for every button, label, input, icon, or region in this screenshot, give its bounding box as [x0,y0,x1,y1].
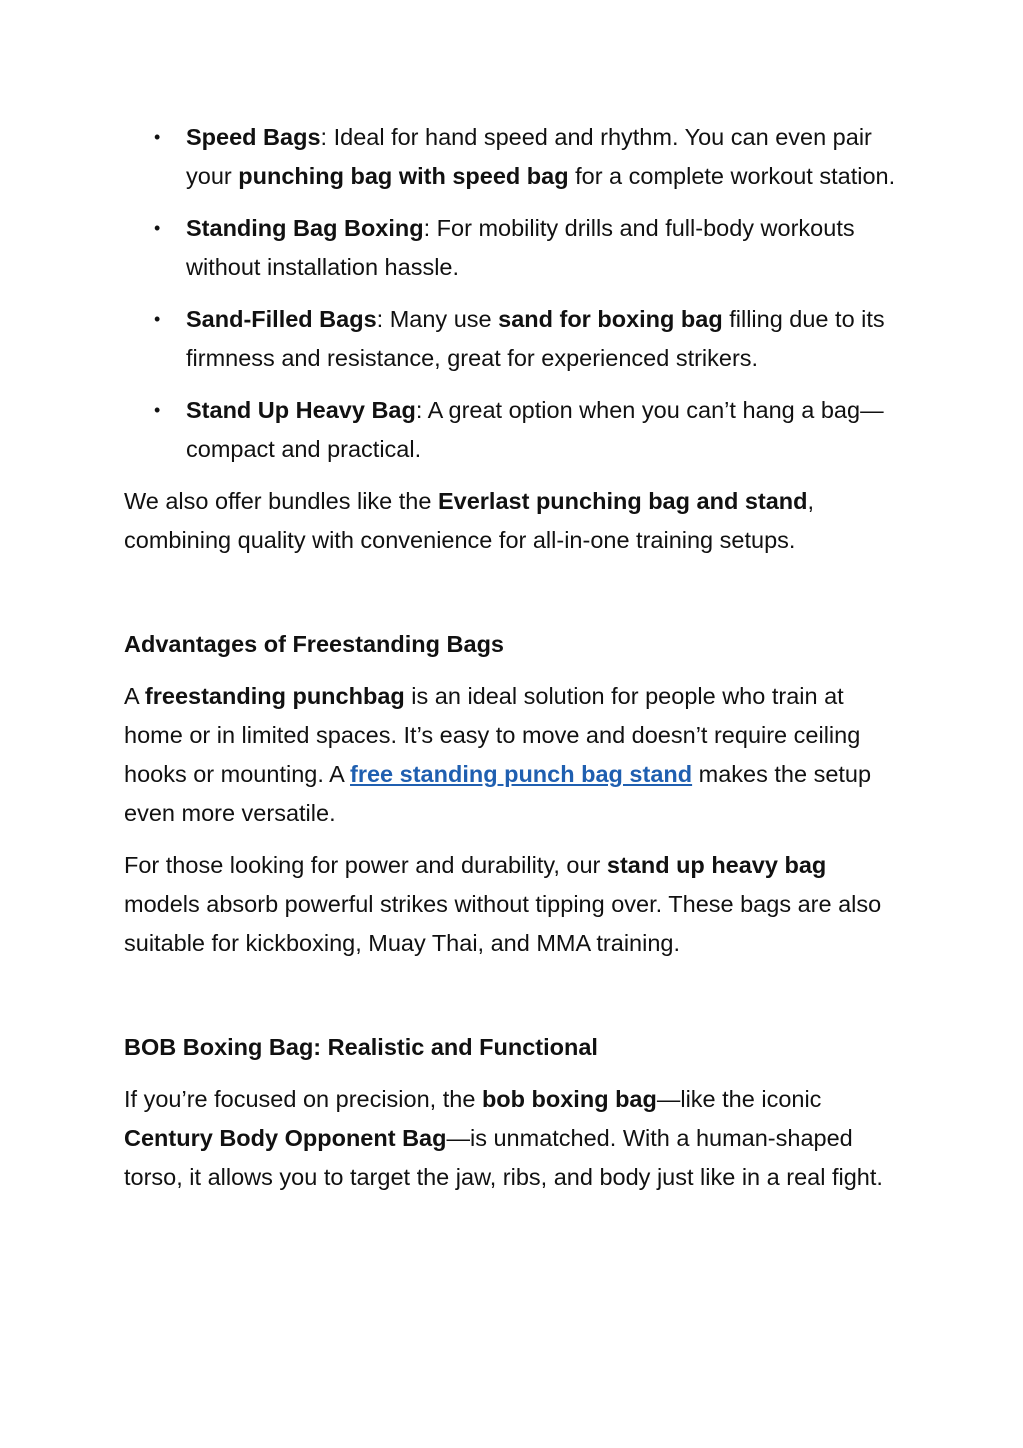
paragraph-bold-phrase: bob boxing bag [481,1086,657,1112]
paragraph-text: —is unmatched. With a human-shaped torso, it allows you to target the jaw, ribs, and body just like in a real fight. [124,1125,883,1190]
advantages-paragraph-2 [124,846,904,963]
list-item-bold-phrase: punching bag with speed bag [238,163,569,189]
list-item-term: Stand Up Heavy Bag [186,397,416,423]
list-item-text: : For mobility drills and full-body workouts without installation hassle. [186,215,855,280]
list-item-text: : Ideal for hand speed and rhythm. You can even pair your [186,124,872,189]
free-standing-punch-bag-stand-link[interactable]: free standing punch bag stand [350,761,693,787]
section-heading-bob: BOB Boxing Bag: Realistic and Functional [124,1034,598,1060]
list-item-sand-filled-bags [124,300,904,378]
list-item-text: filling due to its firmness and resistance, great for experienced strikers. [186,306,885,371]
bundle-paragraph [124,482,904,560]
list-item-standing-bag-boxing [124,209,904,287]
paragraph-text: —like the iconic [656,1086,822,1112]
bob-paragraph [124,1080,904,1197]
list-item-text: for a complete workout station. [568,163,896,189]
paragraph-bold-phrase: Century Body Opponent Bag [124,1125,447,1151]
bullet-icon: • [154,309,161,329]
bullet-icon: • [154,400,161,420]
paragraph-text: models absorb powerful strikes without tipping over. These bags are also suitable for kickboxing, Muay Thai, and MMA training. [124,891,882,956]
section-heading-advantages: Advantages of Freestanding Bags [124,631,504,657]
list-item-speed-bags [124,118,904,196]
document-page [124,118,904,1210]
paragraph-bold-phrase: stand up heavy bag [606,852,827,878]
paragraph-text: , combining quality with convenience for all-in-one training setups. [124,488,815,553]
paragraph-text: makes the setup even more versatile. [124,761,872,826]
paragraph-bold-phrase: freestanding punchbag [144,683,405,709]
paragraph-text: A [124,683,145,709]
paragraph-text: For those looking for power and durability, our [124,852,607,878]
bullet-icon: • [154,218,161,238]
list-item-term: Standing Bag Boxing [186,215,424,241]
section-spacer [124,976,904,1028]
bullet-icon: • [154,127,161,147]
paragraph-text: is an ideal solution for people who train at home or in limited spaces. It’s easy to move and doesn’t require ceiling hooks or mounting. A [124,683,861,787]
list-item-stand-up-heavy-bag [124,391,904,469]
paragraph-bold-phrase: Everlast punching bag and stand [437,488,808,514]
list-item-term: Speed Bags [186,124,321,150]
list-item-text: : A great option when you can’t hang a bag—compact and practical. [186,397,884,462]
advantages-paragraph-1 [124,677,904,833]
section-spacer [124,573,904,625]
list-item-text: : Many use [376,306,499,332]
bag-types-list [124,118,904,469]
list-item-term: Sand-Filled Bags [186,306,377,332]
paragraph-text: We also offer bundles like the [124,488,438,514]
paragraph-text: If you’re focused on precision, the [124,1086,482,1112]
list-item-bold-phrase: sand for boxing bag [498,306,723,332]
